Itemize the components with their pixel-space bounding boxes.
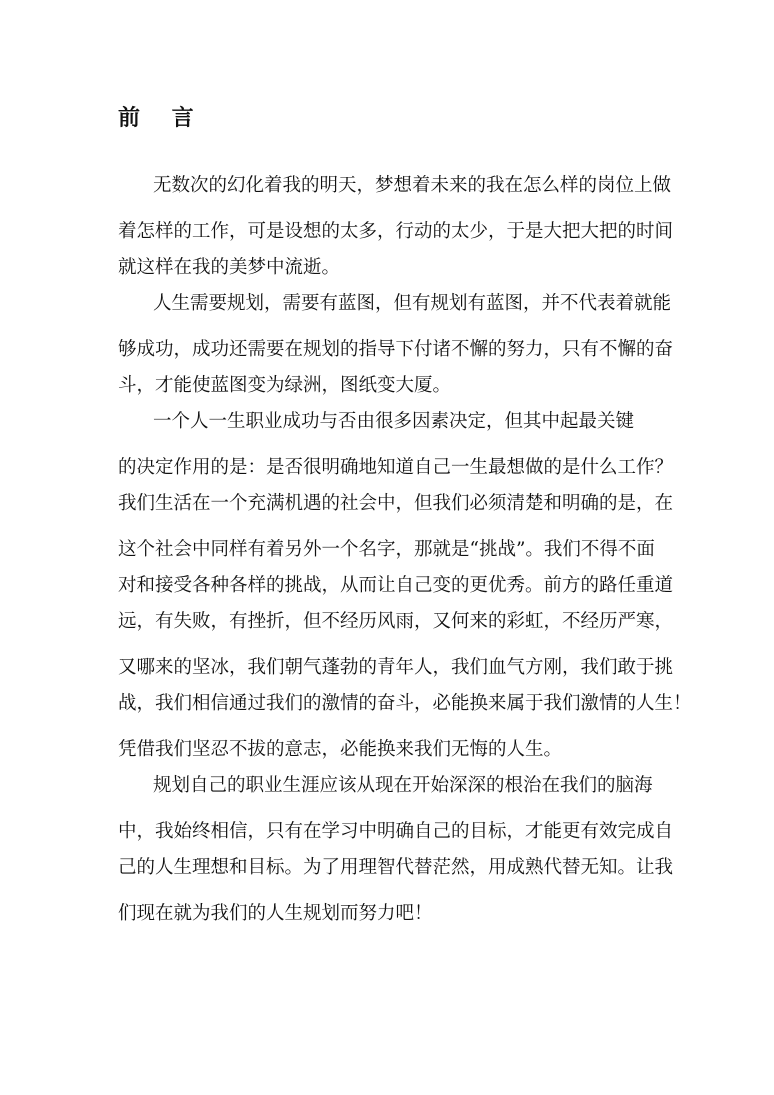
paragraph-line: 我们生活在一个充满机遇的社会中，但我们必须清楚和明确的是，在 <box>118 493 674 514</box>
paragraph-line: 着怎样的工作，可是设想的太多，行动的太少，于是大把大把的时间 <box>118 221 674 242</box>
paragraph-line: 人生需要规划，需要有蓝图，但有规划有蓝图，并不代表着就能 <box>153 293 672 314</box>
paragraph-line: 规划自己的职业生涯应该从现在开始深深的根治在我们的脑海 <box>153 775 653 796</box>
paragraph-line: 斗，才能使蓝图变为绿洲，图纸变大厦。 <box>118 375 452 396</box>
paragraph-line: 己的人生理想和目标。为了用理智代替茫然，用成熟代替无知。让我 <box>118 857 674 878</box>
paragraph-line: 远，有失败，有挫折，但不经历风雨，又何来的彩虹，不经历严寒， <box>118 611 674 632</box>
paragraph-line: 的决定作用的是：是否很明确地知道自己一生最想做的是什么工作？ <box>118 457 674 478</box>
paragraph-line: 就这样在我的美梦中流逝。 <box>118 257 341 278</box>
paragraph-line: 够成功，成功还需要在规划的指导下付诸不懈的努力，只有不懈的奋 <box>118 339 674 360</box>
paragraph-line: 对和接受各种各样的挑战，从而让自己变的更优秀。前方的路任重道 <box>118 575 674 596</box>
paragraph-line: 这个社会中同样有着另外一个名字，那就是“挑战”。我们不得不面 <box>118 539 655 560</box>
paragraph-line: 又哪来的坚冰，我们朝气蓬勃的青年人，我们血气方刚，我们敢于挑 <box>118 657 674 678</box>
paragraph-line: 无数次的幻化着我的明天，梦想着未来的我在怎么样的岗位上做 <box>153 175 672 196</box>
preface-heading: 前 言 <box>118 105 206 131</box>
paragraph-line: 们现在就为我们的人生规划而努力吧！ <box>118 903 433 924</box>
paragraph-line: 凭借我们坚忍不拔的意志，必能换来我们无悔的人生。 <box>118 739 563 760</box>
paragraph-line: 中，我始终相信，只有在学习中明确自己的目标，才能更有效完成自 <box>118 821 674 842</box>
paragraph-line: 一个人一生职业成功与否由很多因素决定，但其中起最关键 <box>153 411 635 432</box>
paragraph-line: 战，我们相信通过我们的激情的奋斗，必能换来属于我们激情的人生！ <box>118 693 692 714</box>
